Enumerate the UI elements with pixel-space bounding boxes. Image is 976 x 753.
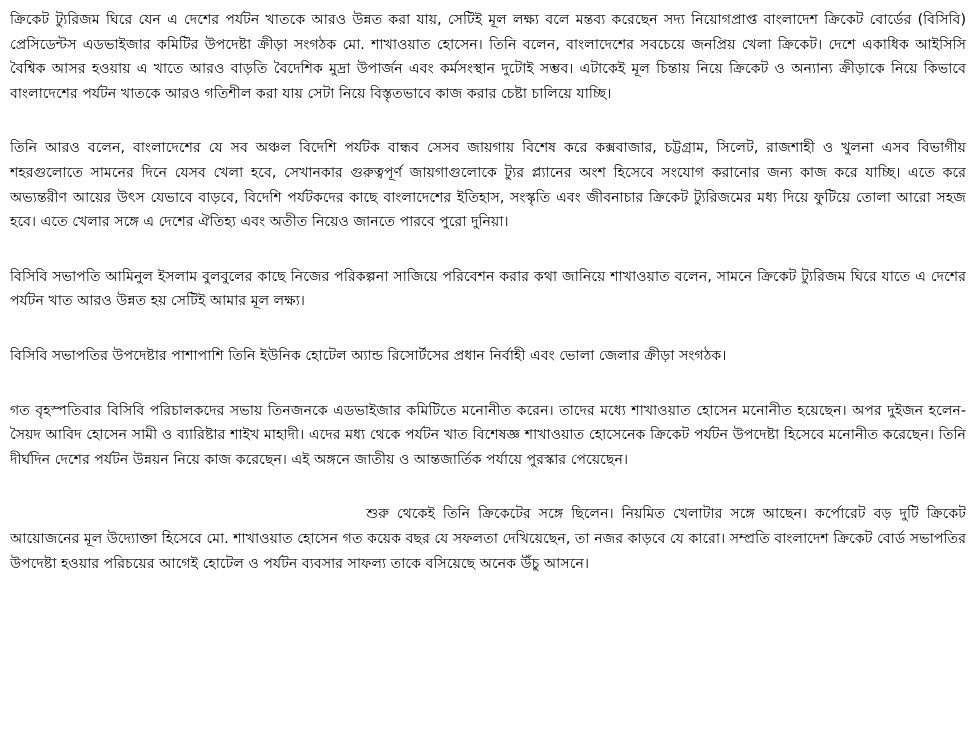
- paragraph-1: ক্রিকেট ট্যুরিজম ঘিরে যেন এ দেশের পর্যটন খাতকে আরও উন্নত করা যায়, সেটিই মূল লক্ষ্য বলে মন্তব্য করেছেন সদ্য নিয়োগপ্রাপ্ত বাংলাদেশ ক্রিকেট বোর্ডের (বিসিবি) প্রেসিডেন্টস এডভাইজার কমিটির উপদেষ্টা ক্রীড়া সংগঠক মো. শাখাওয়াত হোসেন। তিনি বলেন, বাংলাদেশের সবচেয়ে জনপ্রিয় খেলা ক্রিকেট। দেশে একাধিক আইসিসি বৈশ্বিক আসর হওয়ায় এ খাতে আরও বাড়তি বৈদেশিক মুদ্রা উপার্জন এবং কর্মসংস্থান দুটোই সম্ভব। এটাকেই মূল চিন্তায় নিয়ে ক্রিকেট ও অন্যান্য ক্রীড়াকে নিয়ে কিভাবে বাংলাদেশের পর্যটন খাতকে আরও গতিশীল করা যায় সেটা নিয়ে বিস্তৃতভাবে কাজ করার চেষ্টা চালিয়ে যাচ্ছি।: [10, 12, 966, 102]
- paragraph-3: বিসিবি সভাপতি আমিনুল ইসলাম বুলবুলের কাছে নিজের পরিকল্পনা সাজিয়ে পরিবেশন করার কথা জানিয়ে শাখাওয়াত বলেন, সামনে ক্রিকেট ট্যুরিজম ঘিরে যাতে এ দেশের পর্যটন খাত আরও উন্নত হয় সেটিই আমার মূল লক্ষ্য।: [10, 268, 967, 310]
- paragraph-4: বিসিবি সভাপতির উপদেষ্টার পাশাপাশি তিনি ইউনিক হোটেল অ্যান্ড রিসোর্টসের প্রধান নির্বাহী এবং ভোলা জেলার ক্রীড়া সংগঠক।: [10, 347, 727, 364]
- paragraph-2: তিনি আরও বলেন, বাংলাদেশের যে সব অঞ্চল বিদেশি পর্যটক বান্ধব সেসব জায়গায় বিশেষ করে কক্সবাজার, চট্টগ্রাম, সিলেট, রাজশাহী ও খুলনা এসব বিভাগীয় শহরগুলোতে সামনের দিনে যেসব খেলা হবে, সেখানকার গুরুত্বপূর্ণ জায়গাগুলোকে ট্যুর প্ল্যানের অংশ হিসেবে সংযোগ করানোর জন্য কাজ করে যাচ্ছি। এতে করে অভ্যন্তরীণ আয়ের উৎস যেভাবে বাড়বে, বিদেশি পর্যটকদের কাছে বাংলাদেশের ইতিহাস, সংস্কৃতি এবং জীবনাচার ক্রিকেট ট্যুরিজমের মধ্য দিয়ে ফুটিয়ে তোলা আরো সহজ হবে। এতে খেলার সঙ্গে এ দেশের ঐতিহ্য এবং অতীত নিয়েও জানতে পারবে পুরো দুনিয়া।: [10, 140, 966, 231]
- paragraph-5: গত বৃহস্পতিবার বিসিবি পরিচালকদের সভায় তিনজনকে এডভাইজার কমিটিতে মনোনীত করেন। তাদের মধ্যে শাখাওয়াত হোসেন মনোনীত হয়েছেন। অপর দুইজন হলেন- সৈয়দ আবিদ হোসেন সামী ও ব্যারিষ্টার শাইখ মাহাদী। এদের মধ্য থেকে পর্যটন খাত বিশেষজ্ঞ শাখাওয়াত হোসেনেক ক্রিকেট পর্যটন উপদেষ্টা হিসেবে মনোনীত করেছেন। তিনি দীর্ঘদিন দেশের পর্যটন উন্নয়ন নিয়ে কাজ করেছেন। এই অঙ্গনে জাতীয় ও আন্তজার্তিক পর্যায়ে পুরস্কার পেয়েছেন।: [10, 402, 966, 468]
- paragraph-6: শুরু থেকেই তিনি ক্রিকেটের সঙ্গে ছিলেন। নিয়মিত খেলাটার সঙ্গে আছেন। কর্পোরেট বড় দুটি ক্রিকেট আয়োজনের মূল উদ্যোক্তা হিসেবে মো. শাখাওয়াত হোসেন গত কয়েক বছর যে সফলতা দেখিয়েছেন, তা নজর কাড়বে যে কারো। সম্প্রতি বাংলাদেশ ক্রিকেট বোর্ড সভাপতির উপদেষ্টা হওয়ার পরিচয়ের আগেই হোটেল ও পর্যটন ব্যবসার সাফল্য তাকে বসিয়েছে অনেক উঁচু আসনে।: [10, 506, 966, 572]
